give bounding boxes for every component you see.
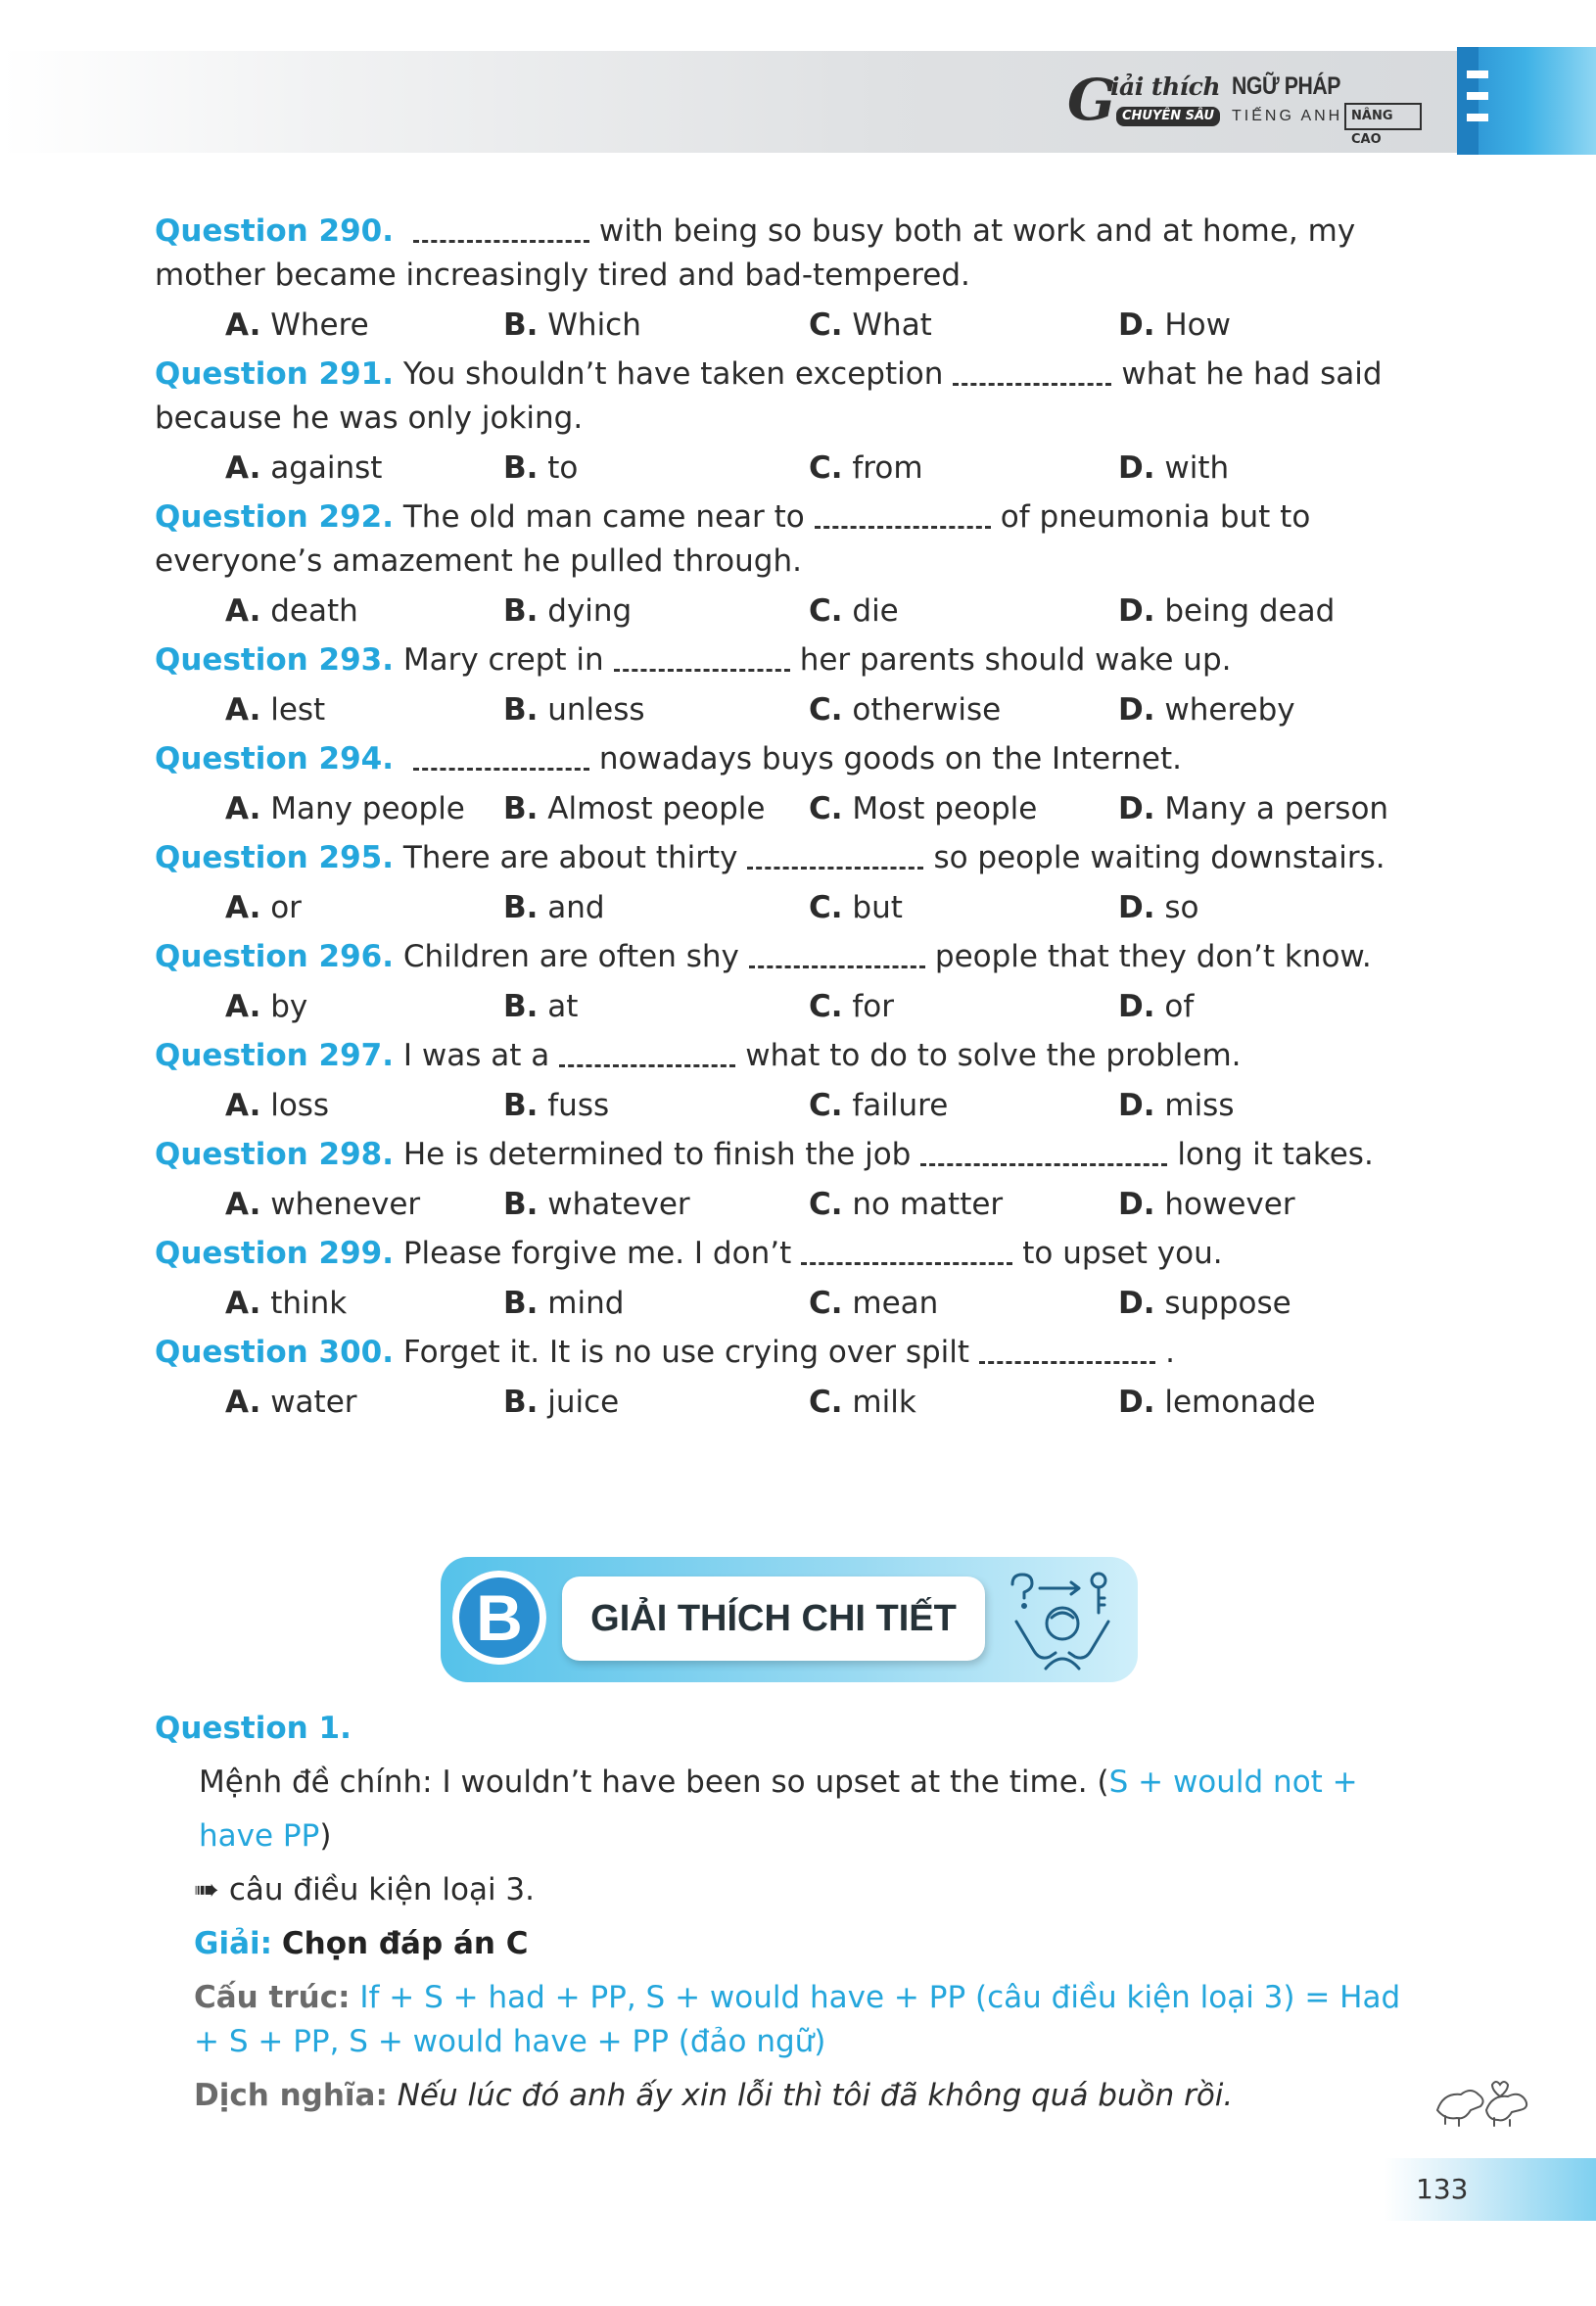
answer-blank (559, 1039, 735, 1067)
question-stem-before: He is determined to finish the job (402, 1137, 912, 1172)
question-text (155, 836, 1426, 880)
answer-option (225, 1078, 329, 1133)
option-letter: B. (503, 1088, 539, 1123)
option-letter: A. (225, 791, 261, 826)
question-text (155, 353, 1426, 441)
option-letter: D. (1118, 989, 1155, 1024)
question-block (155, 1034, 1428, 1133)
answer-options (155, 880, 1428, 935)
answer-options (155, 1078, 1428, 1133)
brand-script: iải thích (1110, 72, 1221, 101)
answer-option (1118, 682, 1295, 737)
option-letter: B. (503, 307, 539, 343)
option-text: or (270, 890, 302, 925)
answer-option (225, 979, 307, 1034)
option-text: no matter (852, 1187, 1004, 1222)
answer-option (503, 1078, 609, 1133)
question-number: Question 296. (155, 939, 394, 974)
explanation-question-label: Question 1. (155, 1711, 352, 1746)
conditional-text: câu điều kiện loại 3. (228, 1872, 536, 1907)
question-number: Question 298. (155, 1137, 394, 1172)
answer-blank (413, 742, 589, 771)
question-number: Question 292. (155, 499, 394, 535)
question-text (155, 1232, 1426, 1276)
option-text: whenever (270, 1187, 421, 1222)
answer-blank (979, 1336, 1155, 1364)
arrow-icon: ➠ (194, 1872, 219, 1907)
answer-options (155, 1177, 1428, 1232)
answer-blank (801, 1237, 1012, 1265)
question-stem-before: Mary crept in (402, 642, 604, 678)
question-stem-after: of pneumonia but to everyone’s amazement he pulled through. (155, 499, 1311, 579)
question-text (155, 1034, 1426, 1078)
option-letter: C. (809, 1385, 843, 1420)
question-text (155, 935, 1426, 979)
option-letter: C. (809, 692, 843, 728)
answer-label: Giải: (194, 1926, 273, 1961)
option-letter: A. (225, 1088, 261, 1123)
question-stem-before: I was at a (402, 1038, 550, 1073)
book-spine-icon (1457, 41, 1596, 155)
answer-option (1118, 1276, 1291, 1331)
answer-options (155, 298, 1428, 353)
option-letter: A. (225, 989, 261, 1024)
answer-option (1118, 781, 1388, 836)
option-letter: C. (809, 1187, 843, 1222)
section-letter-badge: B (452, 1571, 546, 1665)
brand-logo (1067, 67, 1422, 147)
question-stem-after: what he had said because he was only joking. (155, 356, 1383, 436)
question-stem-before: You shouldn’t have taken exception (402, 356, 944, 392)
question-stem-before: Please forgive me. I don’t (402, 1236, 792, 1271)
option-letter: D. (1118, 692, 1155, 728)
option-letter: B. (503, 1286, 539, 1321)
question-text (155, 210, 1426, 298)
answer-option (225, 1276, 347, 1331)
option-text: otherwise (852, 692, 1002, 728)
option-text: at (547, 989, 579, 1024)
question-stem-after: long it takes. (1177, 1137, 1374, 1172)
question-stem-after: what to do to solve the problem. (745, 1038, 1242, 1073)
option-letter: B. (503, 692, 539, 728)
answer-blank (413, 214, 589, 243)
main-clause-formula: S + would not + have PP (199, 1765, 1358, 1854)
option-letter: B. (503, 593, 539, 629)
answer-blank (953, 357, 1111, 386)
option-text: die (852, 593, 899, 629)
person-question-key-icon (997, 1563, 1128, 1676)
section-banner (441, 1557, 1138, 1682)
question-block (155, 638, 1428, 737)
question-number: Question 299. (155, 1236, 394, 1271)
question-block (155, 1232, 1428, 1331)
answer-option (503, 781, 766, 836)
structure-line (155, 1976, 1428, 2064)
option-text: being dead (1164, 593, 1336, 629)
option-text: to (547, 450, 579, 486)
answer-option (225, 441, 382, 495)
brand-chuyen-sau: CHUYÊN SÂU (1116, 107, 1220, 126)
answer-option (809, 1078, 948, 1133)
option-text: mean (852, 1286, 939, 1321)
translation-line (155, 2069, 1428, 2123)
option-letter: B. (503, 791, 539, 826)
question-stem-after: her parents should wake up. (799, 642, 1232, 678)
option-text: Many people (270, 791, 465, 826)
option-text: from (852, 450, 923, 486)
question-number: Question 293. (155, 642, 394, 678)
option-text: loss (270, 1088, 330, 1123)
option-text: mind (547, 1286, 625, 1321)
option-text: lest (270, 692, 326, 728)
option-letter: A. (225, 1187, 261, 1222)
answer-option (1118, 1177, 1295, 1232)
answer-blank (815, 500, 991, 529)
option-letter: D. (1118, 593, 1155, 629)
answer-option (503, 1375, 619, 1430)
answer-option (1118, 441, 1229, 495)
option-letter: C. (809, 1286, 843, 1321)
question-stem-before: The old man came near to (402, 499, 805, 535)
option-letter: A. (225, 890, 261, 925)
translation-text: Nếu lúc đó anh ấy xin lỗi thì tôi đã không quá buồn rồi. (397, 2078, 1234, 2113)
option-letter: B. (503, 1385, 539, 1420)
question-number: Question 294. (155, 741, 394, 777)
answer-option (809, 298, 932, 353)
option-text: suppose (1164, 1286, 1291, 1321)
option-letter: A. (225, 307, 261, 343)
answer-blank (749, 940, 925, 968)
option-text: Which (547, 307, 641, 343)
option-text: death (270, 593, 358, 629)
answer-option (1118, 584, 1335, 638)
option-text: milk (852, 1385, 916, 1420)
option-letter: C. (809, 450, 843, 486)
option-letter: D. (1118, 307, 1155, 343)
answer-option (503, 1276, 624, 1331)
option-text: by (270, 989, 308, 1024)
answer-option (503, 682, 645, 737)
option-letter: C. (809, 791, 843, 826)
question-stem-after: so people waiting downstairs. (933, 840, 1385, 875)
option-text: failure (852, 1088, 949, 1123)
answer-options (155, 584, 1428, 638)
question-stem-before: Forget it. It is no use crying over spilt (402, 1335, 970, 1370)
option-text: water (270, 1385, 357, 1420)
answer-option (809, 1276, 938, 1331)
main-clause-line (155, 1756, 1428, 1863)
question-text (155, 495, 1426, 584)
answer-options (155, 441, 1428, 495)
question-block (155, 353, 1428, 495)
option-letter: D. (1118, 1286, 1155, 1321)
brand-g: G (1067, 67, 1116, 133)
option-letter: A. (225, 1385, 261, 1420)
question-stem-after: nowadays buys goods on the Internet. (598, 741, 1182, 777)
answer-line (155, 1917, 1428, 1971)
option-text: with (1164, 450, 1230, 486)
answer-option (503, 880, 605, 935)
option-text: lemonade (1164, 1385, 1316, 1420)
option-letter: B. (503, 450, 539, 486)
option-letter: D. (1118, 791, 1155, 826)
option-text: Most people (852, 791, 1038, 826)
answer-option (503, 441, 578, 495)
option-letter: B. (503, 890, 539, 925)
answer-option (1118, 1375, 1316, 1430)
page-number: 133 (1416, 2173, 1469, 2205)
option-letter: C. (809, 989, 843, 1024)
answer-option (809, 584, 899, 638)
option-text: against (270, 450, 383, 486)
answer-option (503, 979, 578, 1034)
answer-option (225, 1177, 420, 1232)
brand-ngu-phap: NGỮ PHÁP (1232, 72, 1341, 100)
option-text: Almost people (547, 791, 766, 826)
answer-option (225, 298, 369, 353)
option-text: Many a person (1164, 791, 1389, 826)
option-text: think (270, 1286, 348, 1321)
answer-option (809, 1177, 1003, 1232)
question-stem-before: Children are often shy (402, 939, 739, 974)
answer-option (809, 979, 894, 1034)
option-text: Where (270, 307, 369, 343)
answer-options (155, 979, 1428, 1034)
answer-text: Chọn đáp án C (281, 1926, 529, 1961)
question-stem-after: to upset you. (1022, 1236, 1223, 1271)
question-block (155, 935, 1428, 1034)
answer-option (1118, 979, 1194, 1034)
option-text: What (852, 307, 932, 343)
option-text: How (1164, 307, 1232, 343)
option-letter: D. (1118, 1385, 1155, 1420)
question-block (155, 1331, 1428, 1430)
question-stem-after: with being so busy both at work and at home, my mother became increasingly tired and bad-tempered. (155, 213, 1356, 293)
answer-options (155, 781, 1428, 836)
option-letter: D. (1118, 1088, 1155, 1123)
answer-option (809, 880, 903, 935)
option-text: however (1164, 1187, 1295, 1222)
structure-text: If + S + had + PP, S + would have + PP (câu điều kiện loại 3) = Had + S + PP, S + would have + PP (đảo ngữ) (194, 1980, 1401, 2059)
question-list (155, 210, 1428, 1430)
answer-option (225, 1375, 357, 1430)
section-title: GIẢI THÍCH CHI TIẾT (590, 1598, 957, 1639)
question-block (155, 210, 1428, 353)
option-text: miss (1164, 1088, 1235, 1123)
question-block (155, 737, 1428, 836)
option-text: so (1164, 890, 1199, 925)
option-text: and (547, 890, 605, 925)
answer-option (225, 880, 302, 935)
answer-option (809, 441, 923, 495)
question-block (155, 1133, 1428, 1232)
answer-blank (747, 841, 923, 870)
question-number: Question 290. (155, 213, 394, 249)
option-text: unless (547, 692, 645, 728)
option-text: of (1164, 989, 1195, 1024)
answer-blank (614, 643, 790, 672)
conditional-line (155, 1863, 1428, 1917)
translation-label: Dịch nghĩa: (194, 2078, 388, 2113)
answer-option (809, 682, 1001, 737)
option-letter: C. (809, 593, 843, 629)
question-text (155, 737, 1426, 781)
page-number-tab (1385, 2158, 1596, 2221)
question-block (155, 836, 1428, 935)
option-letter: A. (225, 450, 261, 486)
option-letter: C. (809, 307, 843, 343)
option-letter: A. (225, 692, 261, 728)
structure-label: Cấu trúc: (194, 1980, 351, 2015)
option-letter: D. (1118, 1187, 1155, 1222)
answer-option (503, 584, 632, 638)
option-letter: A. (225, 593, 261, 629)
option-letter: C. (809, 890, 843, 925)
option-letter: B. (503, 989, 539, 1024)
option-letter: D. (1118, 450, 1155, 486)
question-number: Question 297. (155, 1038, 394, 1073)
answer-option (225, 584, 358, 638)
option-text: fuss (547, 1088, 610, 1123)
brand-nang-cao: NÂNG CAO (1344, 103, 1422, 130)
answer-option (1118, 1078, 1235, 1133)
explanation (155, 1702, 1428, 2123)
question-stem-before: There are about thirty (402, 840, 738, 875)
option-text: but (852, 890, 903, 925)
main-clause-text: Mệnh đề chính: I wouldn’t have been so upset at the time. ( (199, 1765, 1109, 1800)
option-letter: D. (1118, 890, 1155, 925)
answer-options (155, 682, 1428, 737)
question-number: Question 300. (155, 1335, 394, 1370)
answer-option (503, 1177, 690, 1232)
answer-option (225, 682, 325, 737)
question-stem-after: . (1165, 1335, 1175, 1370)
question-text (155, 1133, 1426, 1177)
answer-options (155, 1375, 1428, 1430)
option-text: whatever (547, 1187, 690, 1222)
question-number: Question 291. (155, 356, 394, 392)
question-stem-after: people that they don’t know. (934, 939, 1372, 974)
option-letter: C. (809, 1088, 843, 1123)
dinosaur-doodle-icon (1432, 2071, 1539, 2130)
answer-option (225, 781, 465, 836)
answer-option (809, 1375, 916, 1430)
main-clause-close: ) (319, 1818, 332, 1854)
option-text: dying (547, 593, 633, 629)
option-text: for (852, 989, 895, 1024)
question-number: Question 295. (155, 840, 394, 875)
question-block (155, 495, 1428, 638)
option-text: juice (547, 1385, 620, 1420)
option-letter: B. (503, 1187, 539, 1222)
answer-blank (920, 1138, 1167, 1166)
answer-option (503, 298, 641, 353)
option-letter: A. (225, 1286, 261, 1321)
question-text (155, 638, 1426, 682)
section-title-box (562, 1577, 985, 1661)
brand-tieng-anh: TIẾNG ANH (1232, 108, 1343, 124)
option-text: whereby (1164, 692, 1295, 728)
answer-option (1118, 880, 1199, 935)
answer-option (1118, 298, 1231, 353)
question-text (155, 1331, 1426, 1375)
answer-option (809, 781, 1037, 836)
answer-options (155, 1276, 1428, 1331)
